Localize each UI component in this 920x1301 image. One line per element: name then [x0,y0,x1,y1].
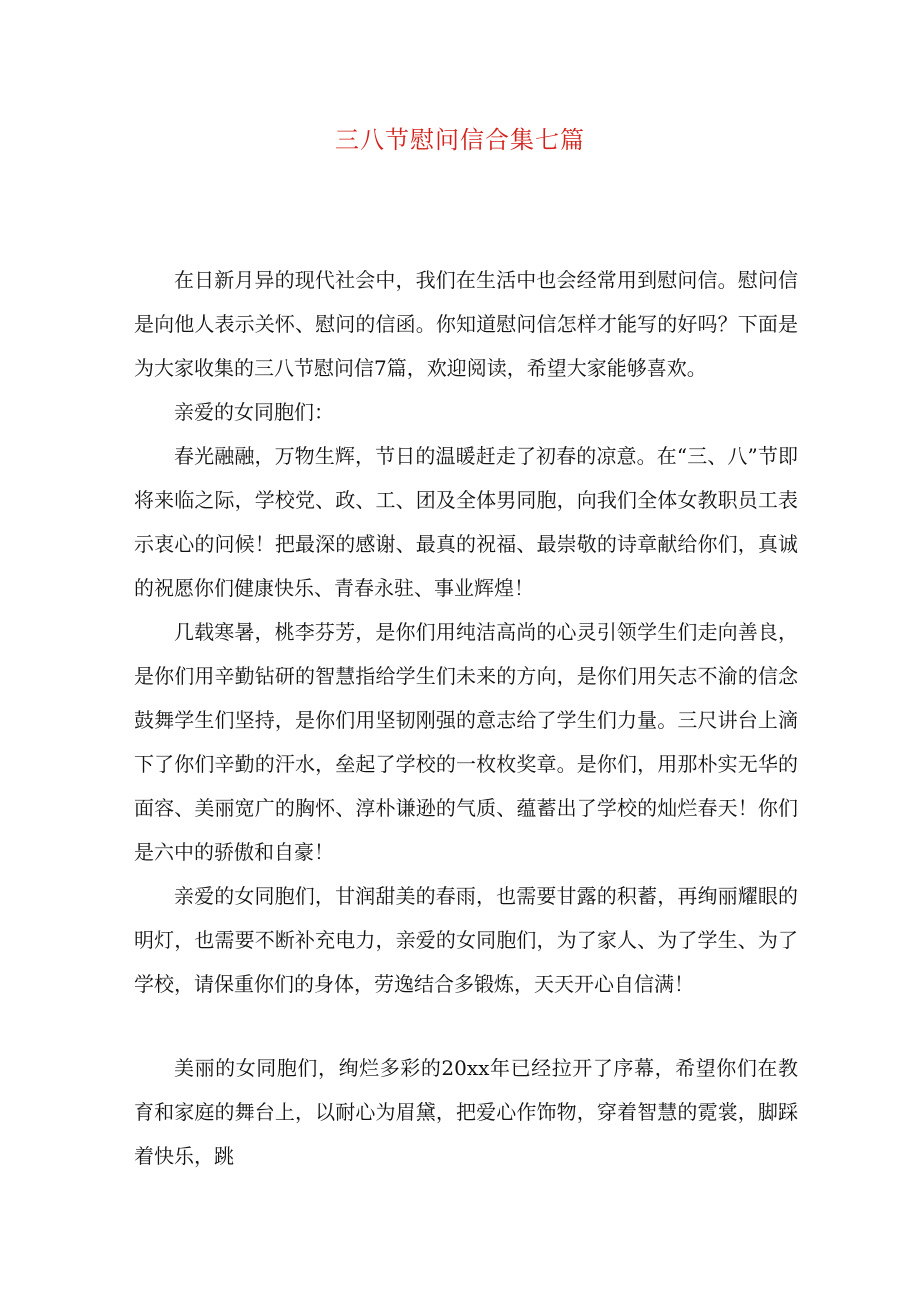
paragraph-care: 亲爱的女同胞们，甘润甜美的春雨，也需要甘露的积蓄，再绚丽耀眼的明灯，也需要不断补充电力，亲爱的女同胞们，为了家人、为了学生、为了学校，请保重你们的身体，劳逸结合多锻炼，天天开心自信满！ [134,884,798,996]
paragraph-wishes: 美丽的女同胞们，绚烂多彩的20xx年已经拉开了序幕，希望你们在教育和家庭的舞台上，以耐心为眉黛，把爱心作饰物，穿着智慧的霓裳，脚踩着快乐，跳 [134,1056,798,1168]
document-body [134,258,798,1178]
paragraph-salutation: 亲爱的女同胞们： [174,400,334,424]
paragraph-spacer [134,1006,798,1046]
paragraph-praise: 几载寒暑，桃李芬芳，是你们用纯洁高尚的心灵引领学生们走向善良，是你们用辛勤钻研的智慧指给学生们未来的方向，是你们用矢志不渝的信念鼓舞学生们坚持，是你们用坚韧刚强的意志给了学生们力量。三尺讲台上滴下了你们辛勤的汗水，垒起了学校的一枚枚奖章。是你们，用那朴实无华的面容、美丽宽广的胸怀、淳朴谦逊的气质、蕴蓄出了学校的灿烂春天！你们是六中的骄傲和自豪！ [134,620,798,864]
paragraph-intro: 在日新月异的现代社会中，我们在生活中也会经常用到慰问信。慰问信是向他人表示关怀、慰问的信函。你知道慰问信怎样才能写的好吗？下面是为大家收集的三八节慰问信7篇，欢迎阅读，希望大家能够喜欢。 [134,268,798,380]
document-title: 三八节慰问信合集七篇 [335,126,585,154]
paragraph-greeting: 春光融融，万物生辉，节日的温暖赶走了初春的凉意。在“三、八”节即将来临之际，学校党、政、工、团及全体男同胞，向我们全体女教职员工表示衷心的问候！把最深的感谢、最真的祝福、最崇敬的诗章献给你们，真诚的祝愿你们健康快乐、青春永驻、事业辉煌！ [134,444,798,600]
